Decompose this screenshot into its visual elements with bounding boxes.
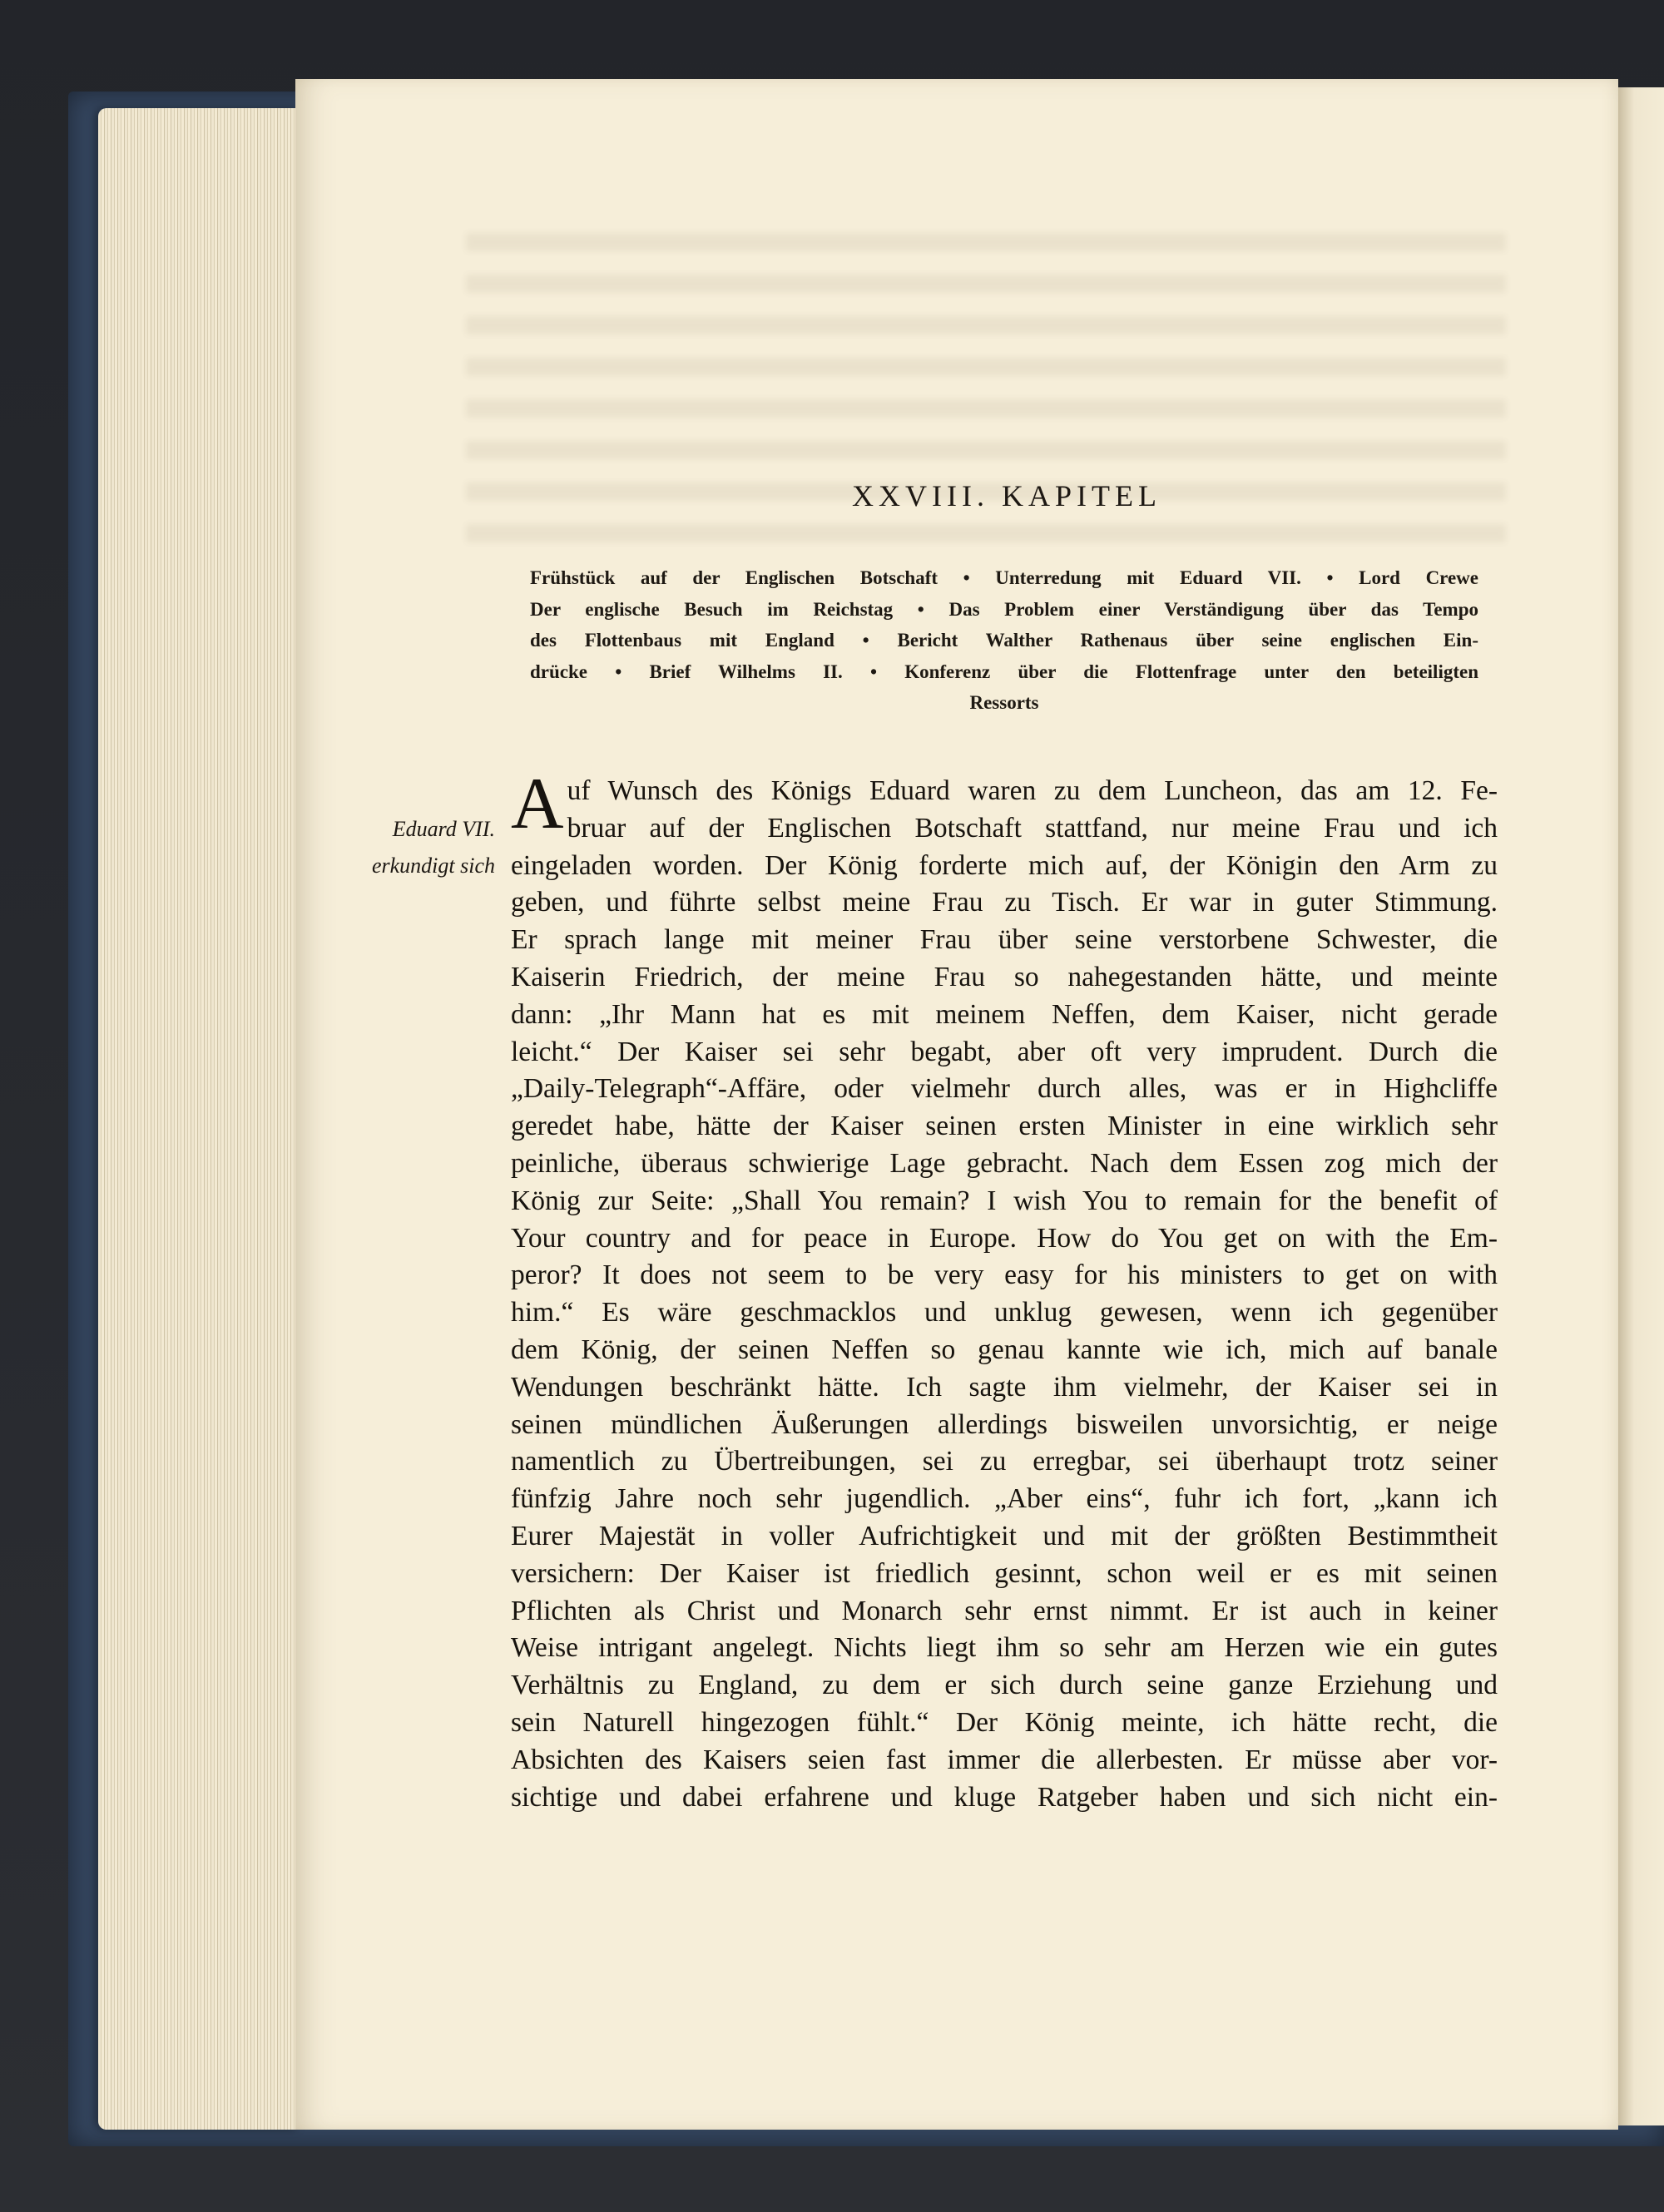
synopsis-line: Der englische Besuch im Reichstag • Das Problem einer Verständigung über das Tempo bbox=[530, 598, 1478, 620]
margin-note-line: Eduard VII. bbox=[392, 817, 495, 841]
body-line: Weise intrigant angelegt. Nichts liegt ihm so sehr am Herzen wie ein gutes bbox=[511, 1632, 1498, 1664]
body-line: fünfzig Jahre noch sehr jugendlich. „Aber eins“, fuhr ich fort, „kann ich bbox=[511, 1483, 1498, 1515]
synopsis-line: Frühstück auf der Englischen Botschaft • Unterredung mit Eduard VII. • Lord Crewe bbox=[530, 567, 1478, 588]
body-line: Kaiserin Friedrich, der meine Frau so nahegestanden hätte, und meinte bbox=[511, 961, 1498, 992]
body-line: „Daily-Telegraph“-Affäre, oder vielmehr durch alles, was er in Highcliffe bbox=[511, 1073, 1498, 1105]
body-line: Verhältnis zu England, zu dem er sich durch seine ganze Erziehung und bbox=[511, 1670, 1498, 1701]
synopsis-line: drücke • Brief Wilhelms II. • Konferenz über die Flottenfrage unter den beteiligten bbox=[530, 661, 1478, 682]
body-line: Absichten des Kaisers seien fast immer die allerbesten. Er müsse aber vor- bbox=[511, 1744, 1498, 1775]
body-line: Your country and for peace in Europe. How do You get on with the Em- bbox=[511, 1222, 1498, 1254]
margin-note bbox=[312, 811, 495, 884]
body-line: eingeladen worden. Der König forderte mich auf, der Königin den Arm zu bbox=[511, 849, 1498, 881]
body-line: leicht.“ Der Kaiser sei sehr begabt, aber oft very imprudent. Durch die bbox=[511, 1036, 1498, 1067]
body-line: him.“ Es wäre geschmacklos und unklug gewesen, wenn ich gegenüber bbox=[511, 1297, 1498, 1329]
body-line: geredet habe, hätte der Kaiser seinen ersten Minister in eine wirklich sehr bbox=[511, 1111, 1498, 1142]
facing-page-edge bbox=[1618, 87, 1664, 2125]
body-text bbox=[511, 764, 1498, 1816]
synopsis-last-line: Ressorts bbox=[969, 692, 1039, 713]
body-lines bbox=[511, 764, 1498, 1816]
body-line: sein Naturell hingezogen fühlt.“ Der König meinte, ich hätte recht, die bbox=[511, 1706, 1498, 1738]
drop-cap: A bbox=[511, 764, 564, 844]
body-line: namentlich zu Übertreibungen, sei zu erregbar, sei überhaupt trotz seiner bbox=[511, 1446, 1498, 1477]
body-line: peror? It does not seem to be very easy for his ministers to get on with bbox=[511, 1259, 1498, 1291]
body-line: versichern: Der Kaiser ist friedlich gesinnt, schon weil er es mit seinen bbox=[511, 1557, 1498, 1589]
body-line: uf Wunsch des Königs Eduard waren zu dem Luncheon, das am 12. Fe- bbox=[567, 775, 1498, 806]
body-line: Wendungen beschränkt hätte. Ich sagte ihm vielmehr, der Kaiser sei in bbox=[511, 1371, 1498, 1403]
chapter-synopsis bbox=[530, 562, 1478, 687]
body-line: dem König, der seinen Neffen so genau kannte wie ich, mich auf banale bbox=[511, 1334, 1498, 1365]
body-line: König zur Seite: „Shall You remain? I wish You to remain for the benefit of bbox=[511, 1185, 1498, 1216]
synopsis-line: des Flottenbaus mit England • Bericht Walther Rathenaus über seine englischen Ein- bbox=[530, 630, 1478, 651]
body-line: bruar auf der Englischen Botschaft stattfand, nur meine Frau und ich bbox=[567, 812, 1498, 844]
body-line: sichtige und dabei erfahrene und kluge Ratgeber haben und sich nicht ein- bbox=[511, 1781, 1498, 1813]
body-line: seinen mündlichen Äußerungen allerdings bisweilen unvorsichtig, er neige bbox=[511, 1408, 1498, 1440]
margin-note-line: erkundigt sich bbox=[371, 854, 495, 878]
body-line: Eurer Majestät in voller Aufrichtigkeit und mit der größten Bestimmtheit bbox=[511, 1520, 1498, 1551]
chapter-title: XXVIII. KAPITEL bbox=[852, 479, 1161, 512]
body-line: Pflichten als Christ und Monarch sehr ernst nimmt. Er ist auch in keiner bbox=[511, 1595, 1498, 1626]
body-line: geben, und führte selbst meine Frau zu Tisch. Er war in guter Stimmung. bbox=[511, 887, 1498, 918]
page-edges bbox=[98, 108, 300, 2130]
body-line: Er sprach lange mit meiner Frau über seine verstorbene Schwester, die bbox=[511, 924, 1498, 956]
body-line: peinliche, überaus schwierige Lage gebracht. Nach dem Essen zog mich der bbox=[511, 1147, 1498, 1179]
body-line: dann: „Ihr Mann hat es mit meinem Neffen, dem Kaiser, nicht gerade bbox=[511, 998, 1498, 1030]
